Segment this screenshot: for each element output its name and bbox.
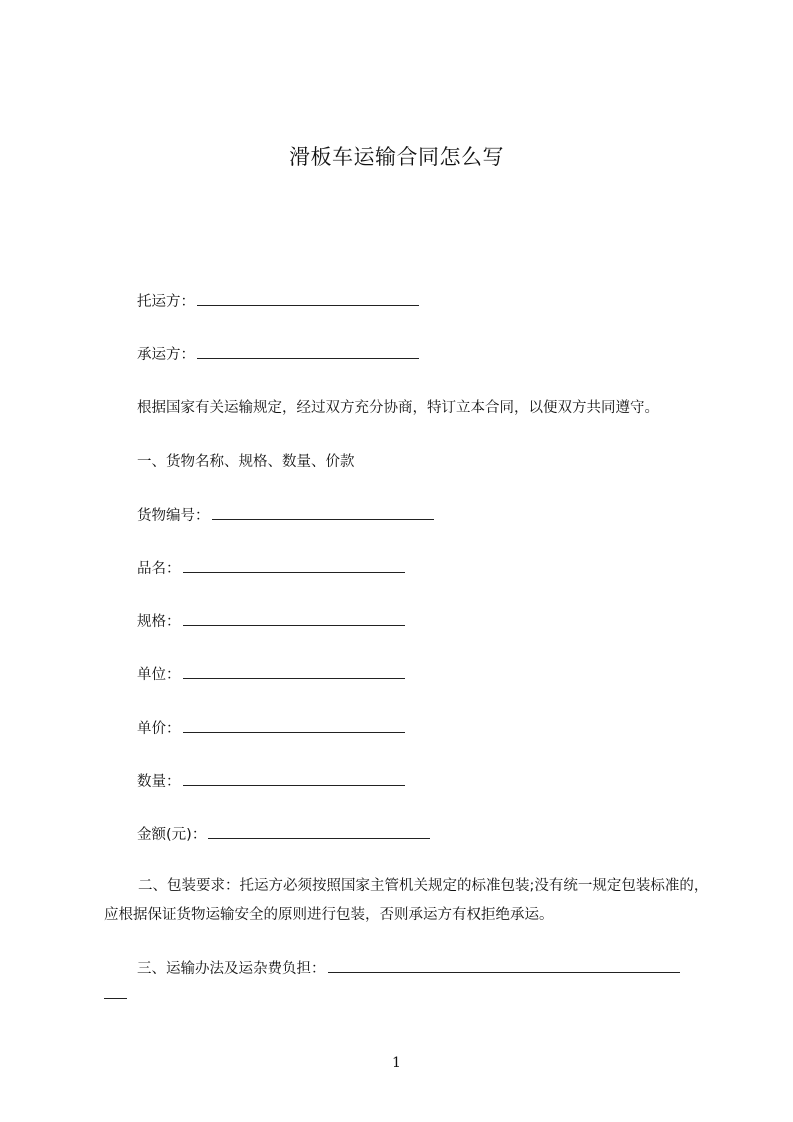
section-3-row xyxy=(137,958,680,979)
section-3-label: 三、运输办法及运杂费负担： xyxy=(137,961,326,977)
page-number: 1 xyxy=(392,1055,401,1071)
section-3-blank-continuation[interactable] xyxy=(104,984,127,999)
unit-price-label: 单价： xyxy=(137,721,181,737)
document-title: 滑板车运输合同怎么写 xyxy=(289,145,504,169)
carrier-label: 承运方： xyxy=(137,347,195,363)
carrier-blank[interactable] xyxy=(197,344,419,359)
amount-row xyxy=(137,824,430,845)
section-2-paragraph: 二、包装要求：托运方必须按照国家主管机关规定的标准包装;没有统一规定包装标准的，应根据保证货物运输安全的原则进行包装，否则承运方有权拒绝承运。 xyxy=(104,878,709,923)
unit-blank[interactable] xyxy=(183,664,405,679)
unit-label: 单位： xyxy=(137,667,181,683)
spec-row xyxy=(137,611,405,632)
unit-row xyxy=(137,664,405,685)
shipper-blank[interactable] xyxy=(197,291,419,306)
section-3-continuation xyxy=(104,984,127,1005)
quantity-label: 数量： xyxy=(137,774,181,790)
name-row xyxy=(137,558,405,579)
carrier-row xyxy=(137,344,419,365)
spec-label: 规格： xyxy=(137,614,181,630)
unit-price-row xyxy=(137,718,405,739)
spec-blank[interactable] xyxy=(183,611,405,626)
section-1-heading: 一、货物名称、规格、数量、价款 xyxy=(137,454,355,470)
goods-no-label: 货物编号： xyxy=(137,508,210,524)
quantity-row xyxy=(137,771,405,792)
amount-label: 金额(元)： xyxy=(137,827,207,843)
section-3-blank[interactable] xyxy=(328,958,680,973)
unit-price-blank[interactable] xyxy=(183,718,405,733)
amount-blank[interactable] xyxy=(208,824,430,839)
quantity-blank[interactable] xyxy=(183,771,405,786)
goods-no-blank[interactable] xyxy=(212,505,434,520)
shipper-label: 托运方： xyxy=(137,294,195,310)
name-blank[interactable] xyxy=(183,558,405,573)
shipper-row xyxy=(137,291,419,312)
goods-no-row xyxy=(137,505,434,526)
name-label: 品名： xyxy=(137,561,181,577)
intro-text: 根据国家有关运输规定，经过双方充分协商，特订立本合同，以便双方共同遵守。 xyxy=(137,400,659,416)
